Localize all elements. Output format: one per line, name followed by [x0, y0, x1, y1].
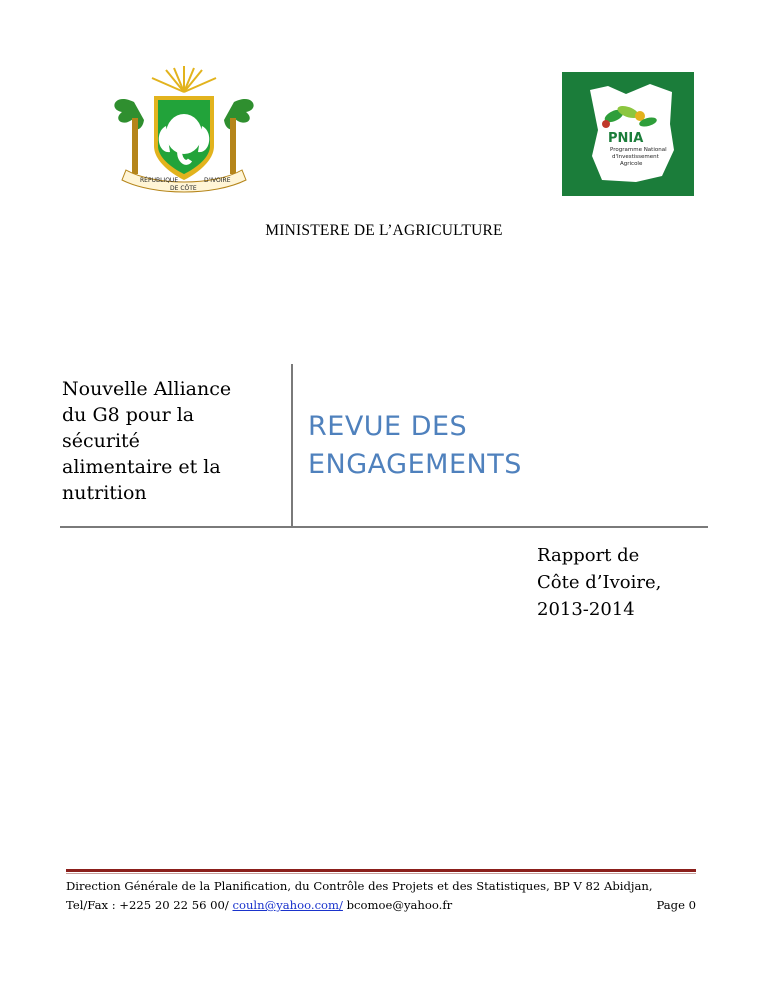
alliance-line: alimentaire et la [62, 456, 221, 478]
alliance-title [62, 376, 282, 506]
alliance-line: nutrition [62, 482, 147, 504]
alliance-line: sécurité [62, 430, 140, 452]
report-line: Côte d’Ivoire, [537, 572, 662, 593]
report-line: Rapport de [537, 545, 640, 566]
footer-email: bcomoe@yahoo.fr [342, 898, 453, 912]
coat-text-mid: DE CÔTE [170, 185, 197, 192]
title-line: REVUE DES [308, 411, 468, 442]
pnia-line3: Agricole [620, 161, 643, 167]
document-title [308, 408, 688, 484]
footer-contact [66, 896, 452, 915]
report-subtitle [537, 542, 737, 623]
coat-text-right: D'IVOIRE [204, 177, 231, 184]
pnia-line1: Programme National [610, 147, 667, 153]
footer-rule-thin [66, 873, 696, 874]
footer-rule [66, 869, 696, 872]
coat-of-arms-logo [104, 62, 264, 198]
footer-phone: Tel/Fax : +225 20 22 56 00/ [66, 898, 233, 912]
title-line: ENGAGEMENTS [308, 449, 522, 480]
footer-address: Direction Générale de la Planification, du Contrôle des Projets et des Statistiques, BP V 82 Abidjan, [66, 879, 653, 893]
footer-contact-row [66, 896, 696, 915]
vertical-divider [291, 364, 293, 528]
pnia-abbr: PNIA [608, 131, 644, 146]
page-footer [66, 877, 696, 915]
pnia-line2: d'Investissement [612, 154, 659, 160]
alliance-line: du G8 pour la [62, 404, 195, 426]
alliance-line: Nouvelle Alliance [62, 378, 232, 400]
ministry-heading: MINISTERE DE L’AGRICULTURE [265, 222, 503, 239]
horizontal-divider [60, 526, 708, 528]
report-line: 2013-2014 [537, 599, 635, 620]
email-link[interactable]: couln@yahoo.com/ [232, 898, 343, 912]
coat-text-left: RÉPUBLIQUE [140, 177, 179, 184]
pnia-logo [562, 72, 694, 196]
page-number: Page 0 [656, 898, 696, 912]
